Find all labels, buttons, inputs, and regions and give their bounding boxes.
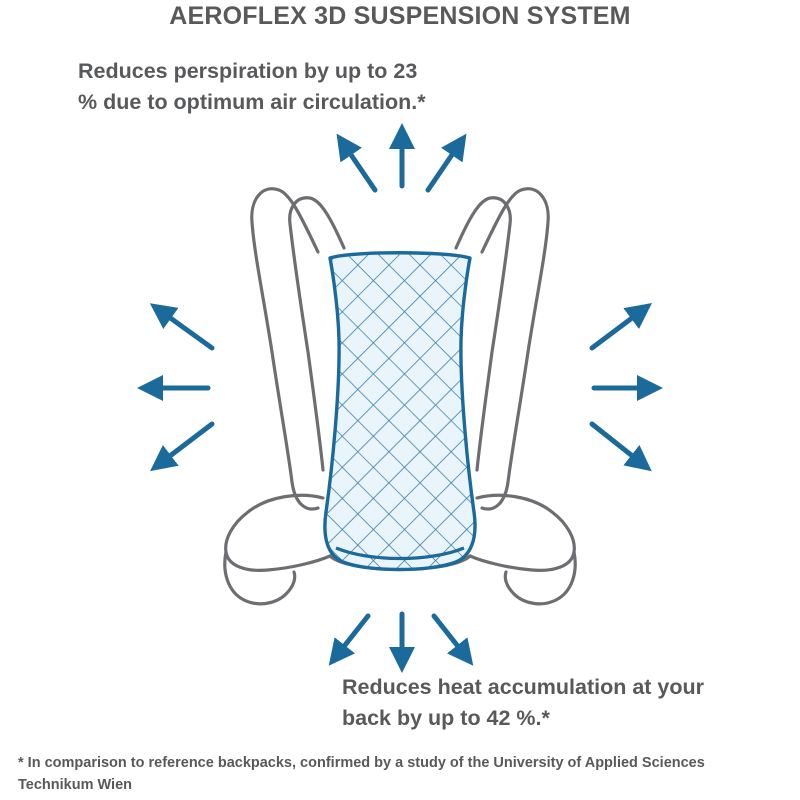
airflow-arrow-up-right — [428, 146, 458, 190]
page-title: AEROFLEX 3D SUSPENSION SYSTEM — [169, 2, 631, 30]
airflow-arrow-up-left — [345, 146, 375, 190]
3d-mesh-back-panel — [325, 253, 475, 570]
airflow-arrow-left-upper — [162, 312, 212, 348]
airflow-arrow-down-right — [434, 616, 464, 654]
airflow-arrow-right-upper — [592, 312, 640, 348]
callout-heat: Reduces heat accumulation at your back by up to 42 %.* — [342, 675, 705, 730]
footnote: * In comparison to reference backpacks, confirmed by a study of the University of Applied Sciences Technikum Wien — [18, 755, 705, 794]
airflow-arrow-left-lower — [162, 424, 212, 462]
airflow-arrow-right-lower — [592, 424, 640, 462]
callout-perspiration: Reduces perspiration by up to 23 % due to optimum air circulation.* — [78, 59, 426, 114]
airflow-arrow-down-left — [338, 616, 368, 654]
